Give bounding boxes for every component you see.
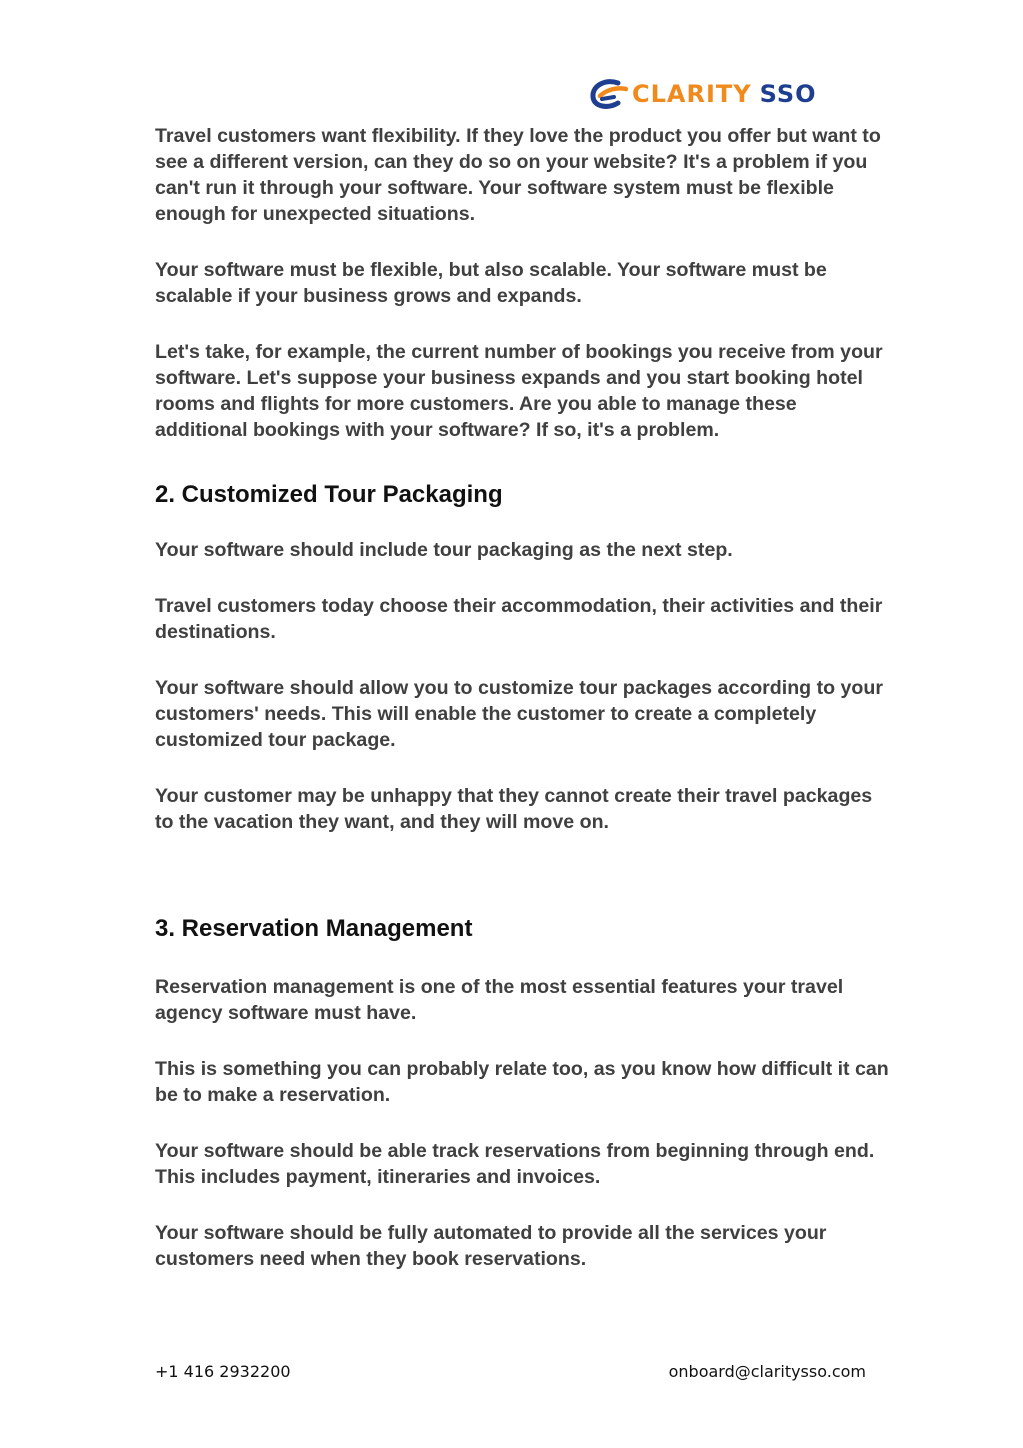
document-body — [155, 123, 890, 1272]
paragraph-tour-packaging: Your software should include tour packaging as the next step. — [155, 539, 733, 561]
paragraph-bookings-example: Let's take, for example, the current number of bookings you receive from your software. Let's suppose your business expands and you start booking hotel rooms and flights for more customers. Are you able to manage these additional bookings with your software? If so, it's a problem. — [155, 341, 883, 441]
paragraph-reservation-essential: Reservation management is one of the most essential features your travel agency software must have. — [155, 976, 844, 1024]
paragraph-relate: This is something you can probably relate too, as you know how difficult it can be to make a reservation. — [155, 1058, 889, 1106]
paragraph-flexibility: Travel customers want flexibility. If they love the product you offer but want to see a different version, can they do so on your website? It's a problem if you can't run it through your software. Your software system must be flexible enough for unexpected situations. — [155, 125, 881, 225]
clarity-sso-logo — [588, 76, 868, 112]
footer-phone: +1 416 2932200 — [155, 1362, 291, 1381]
heading-reservation-management: 3. Reservation Management — [155, 915, 473, 942]
paragraph-unhappy-customer: Your customer may be unhappy that they cannot create their travel packages to the vacation they want, and they will move on. — [155, 785, 873, 833]
clarity-swoosh-icon — [588, 77, 628, 111]
paragraph-automated: Your software should be fully automated to provide all the services your customers need when they book reservations. — [155, 1222, 827, 1270]
paragraph-customize-packages: Your software should allow you to customize tour packages according to your customers' needs. This will enable the customer to create a completely customized tour package. — [155, 677, 883, 751]
heading-customized-tour-packaging: 2. Customized Tour Packaging — [155, 481, 503, 508]
paragraph-travel-customers-choose: Travel customers today choose their accommodation, their activities and their destinations. — [155, 595, 883, 643]
footer-email: onboard@claritysso.com — [668, 1362, 866, 1381]
logo-word-clarity: CLARITY — [632, 80, 752, 108]
logo-word-sso: SSO — [759, 80, 817, 108]
paragraph-track-reservations: Your software should be able track reservations from beginning through end. This includes payment, itineraries and invoices. — [155, 1140, 875, 1188]
paragraph-scalable: Your software must be flexible, but also scalable. Your software must be scalable if your business grows and expands. — [155, 259, 827, 307]
